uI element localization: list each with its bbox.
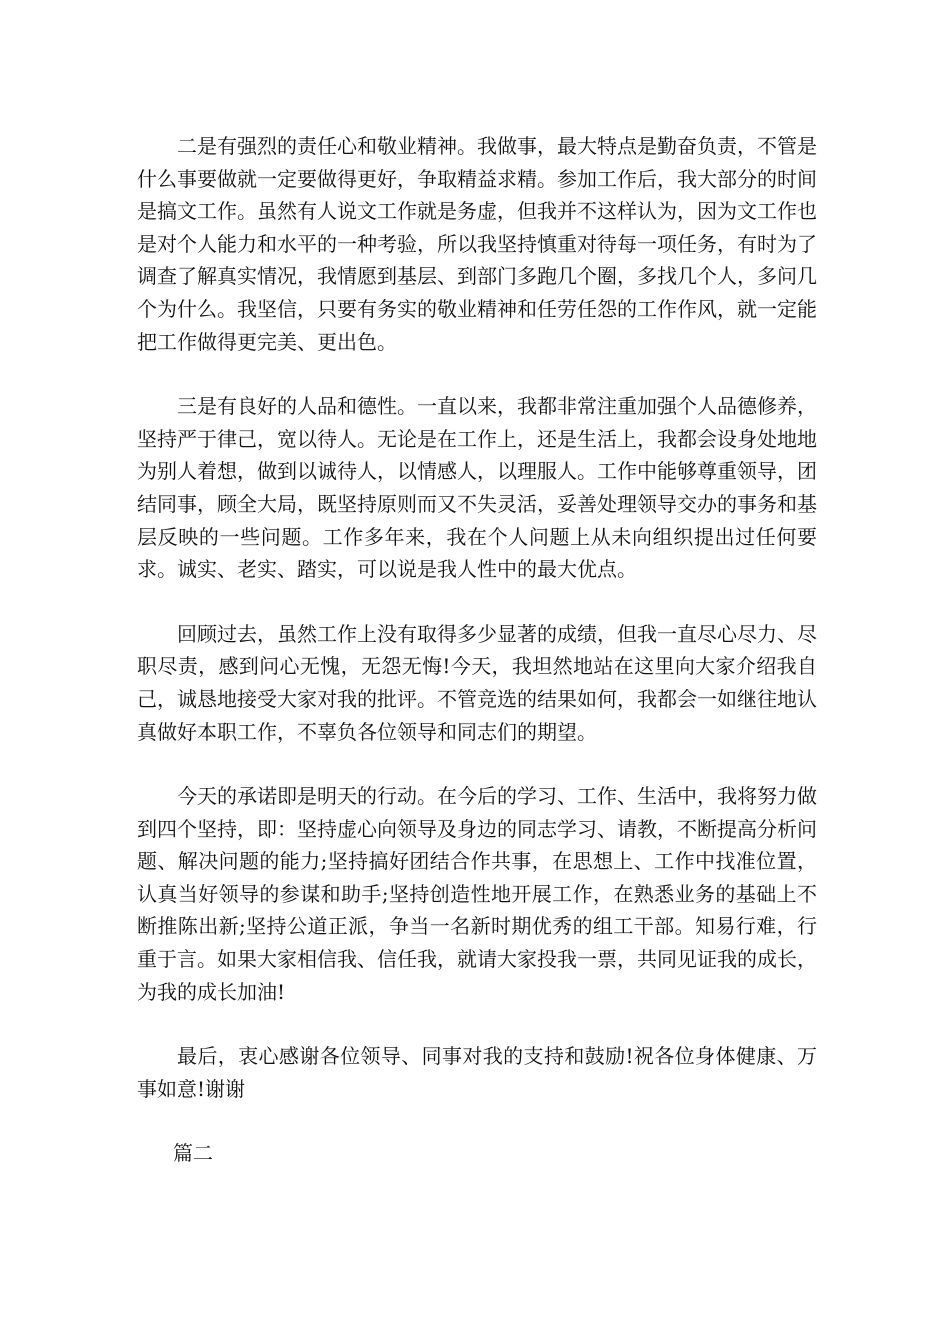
section-heading: 篇二 [173, 1141, 213, 1166]
paragraph-thanks: 最后，衷心感谢各位领导、同事对我的支持和鼓励!祝各位身体健康、万事如意!谢谢 [137, 1044, 817, 1101]
paragraph-character: 三是有良好的人品和德性。一直以来，我都非常注重加强个人品德修养，坚持严于律己，宽以待人。无论是在工作上，还是生活上，我都会设身处地地为别人着想，做到以诚待人，以情感人，以理服人。工作中能够尊重领导，团结同事，顾全大局，既坚持原则而又不失灵活，妥善处理领导交办的事务和基层反映的一些问题。工作多年来，我在个人问题上从未向组织提出过任何要求。诚实、老实、踏实，可以说是我人性中的最大优点。 [137, 394, 817, 582]
document-body [137, 130, 817, 1170]
paragraph-responsibility: 二是有强烈的责任心和敬业精神。我做事，最大特点是勤奋负责，不管是什么事要做就一定要做得更好，争取精益求精。参加工作后，我大部分的时间是搞文工作。虽然有人说文工作就是务虚，但我并不这样认为，因为文工作也是对个人能力和水平的一种考验，所以我坚持慎重对待每一项任务，有时为了调查了解真实情况，我情愿到基层、到部门多跑几个圈，多找几个人，多问几个为什么。我坚信，只要有务实的敬业精神和任劳任怨的工作作风，就一定能把工作做得更完美、更出色。 [137, 134, 817, 354]
paragraph-review: 回顾过去，虽然工作上没有取得多少显著的成绩，但我一直尽心尽力、尽职尽责，感到问心无愧，无怨无悔!今天，我坦然地站在这里向大家介绍我自己，诚恳地接受大家对我的批评。不管竞选的结果如何，我都会一如继往地认真做好本职工作，不辜负各位领导和同志们的期望。 [137, 621, 817, 744]
paragraph-commitment: 今天的承诺即是明天的行动。在今后的学习、工作、生活中，我将努力做到四个坚持，即：坚持虚心向领导及身边的同志学习、请教，不断提高分析问题、解决问题的能力;坚持搞好团结合作共事，在思想上、工作中找准位置，认真当好领导的参谋和助手;坚持创造性地开展工作，在熟悉业务的基础上不断推陈出新;坚持公道正派，争当一名新时期优秀的组工干部。知易行难，行重于言。如果大家相信我、信任我，就请大家投我一票，共同见证我的成长，为我的成长加油! [137, 784, 817, 1004]
